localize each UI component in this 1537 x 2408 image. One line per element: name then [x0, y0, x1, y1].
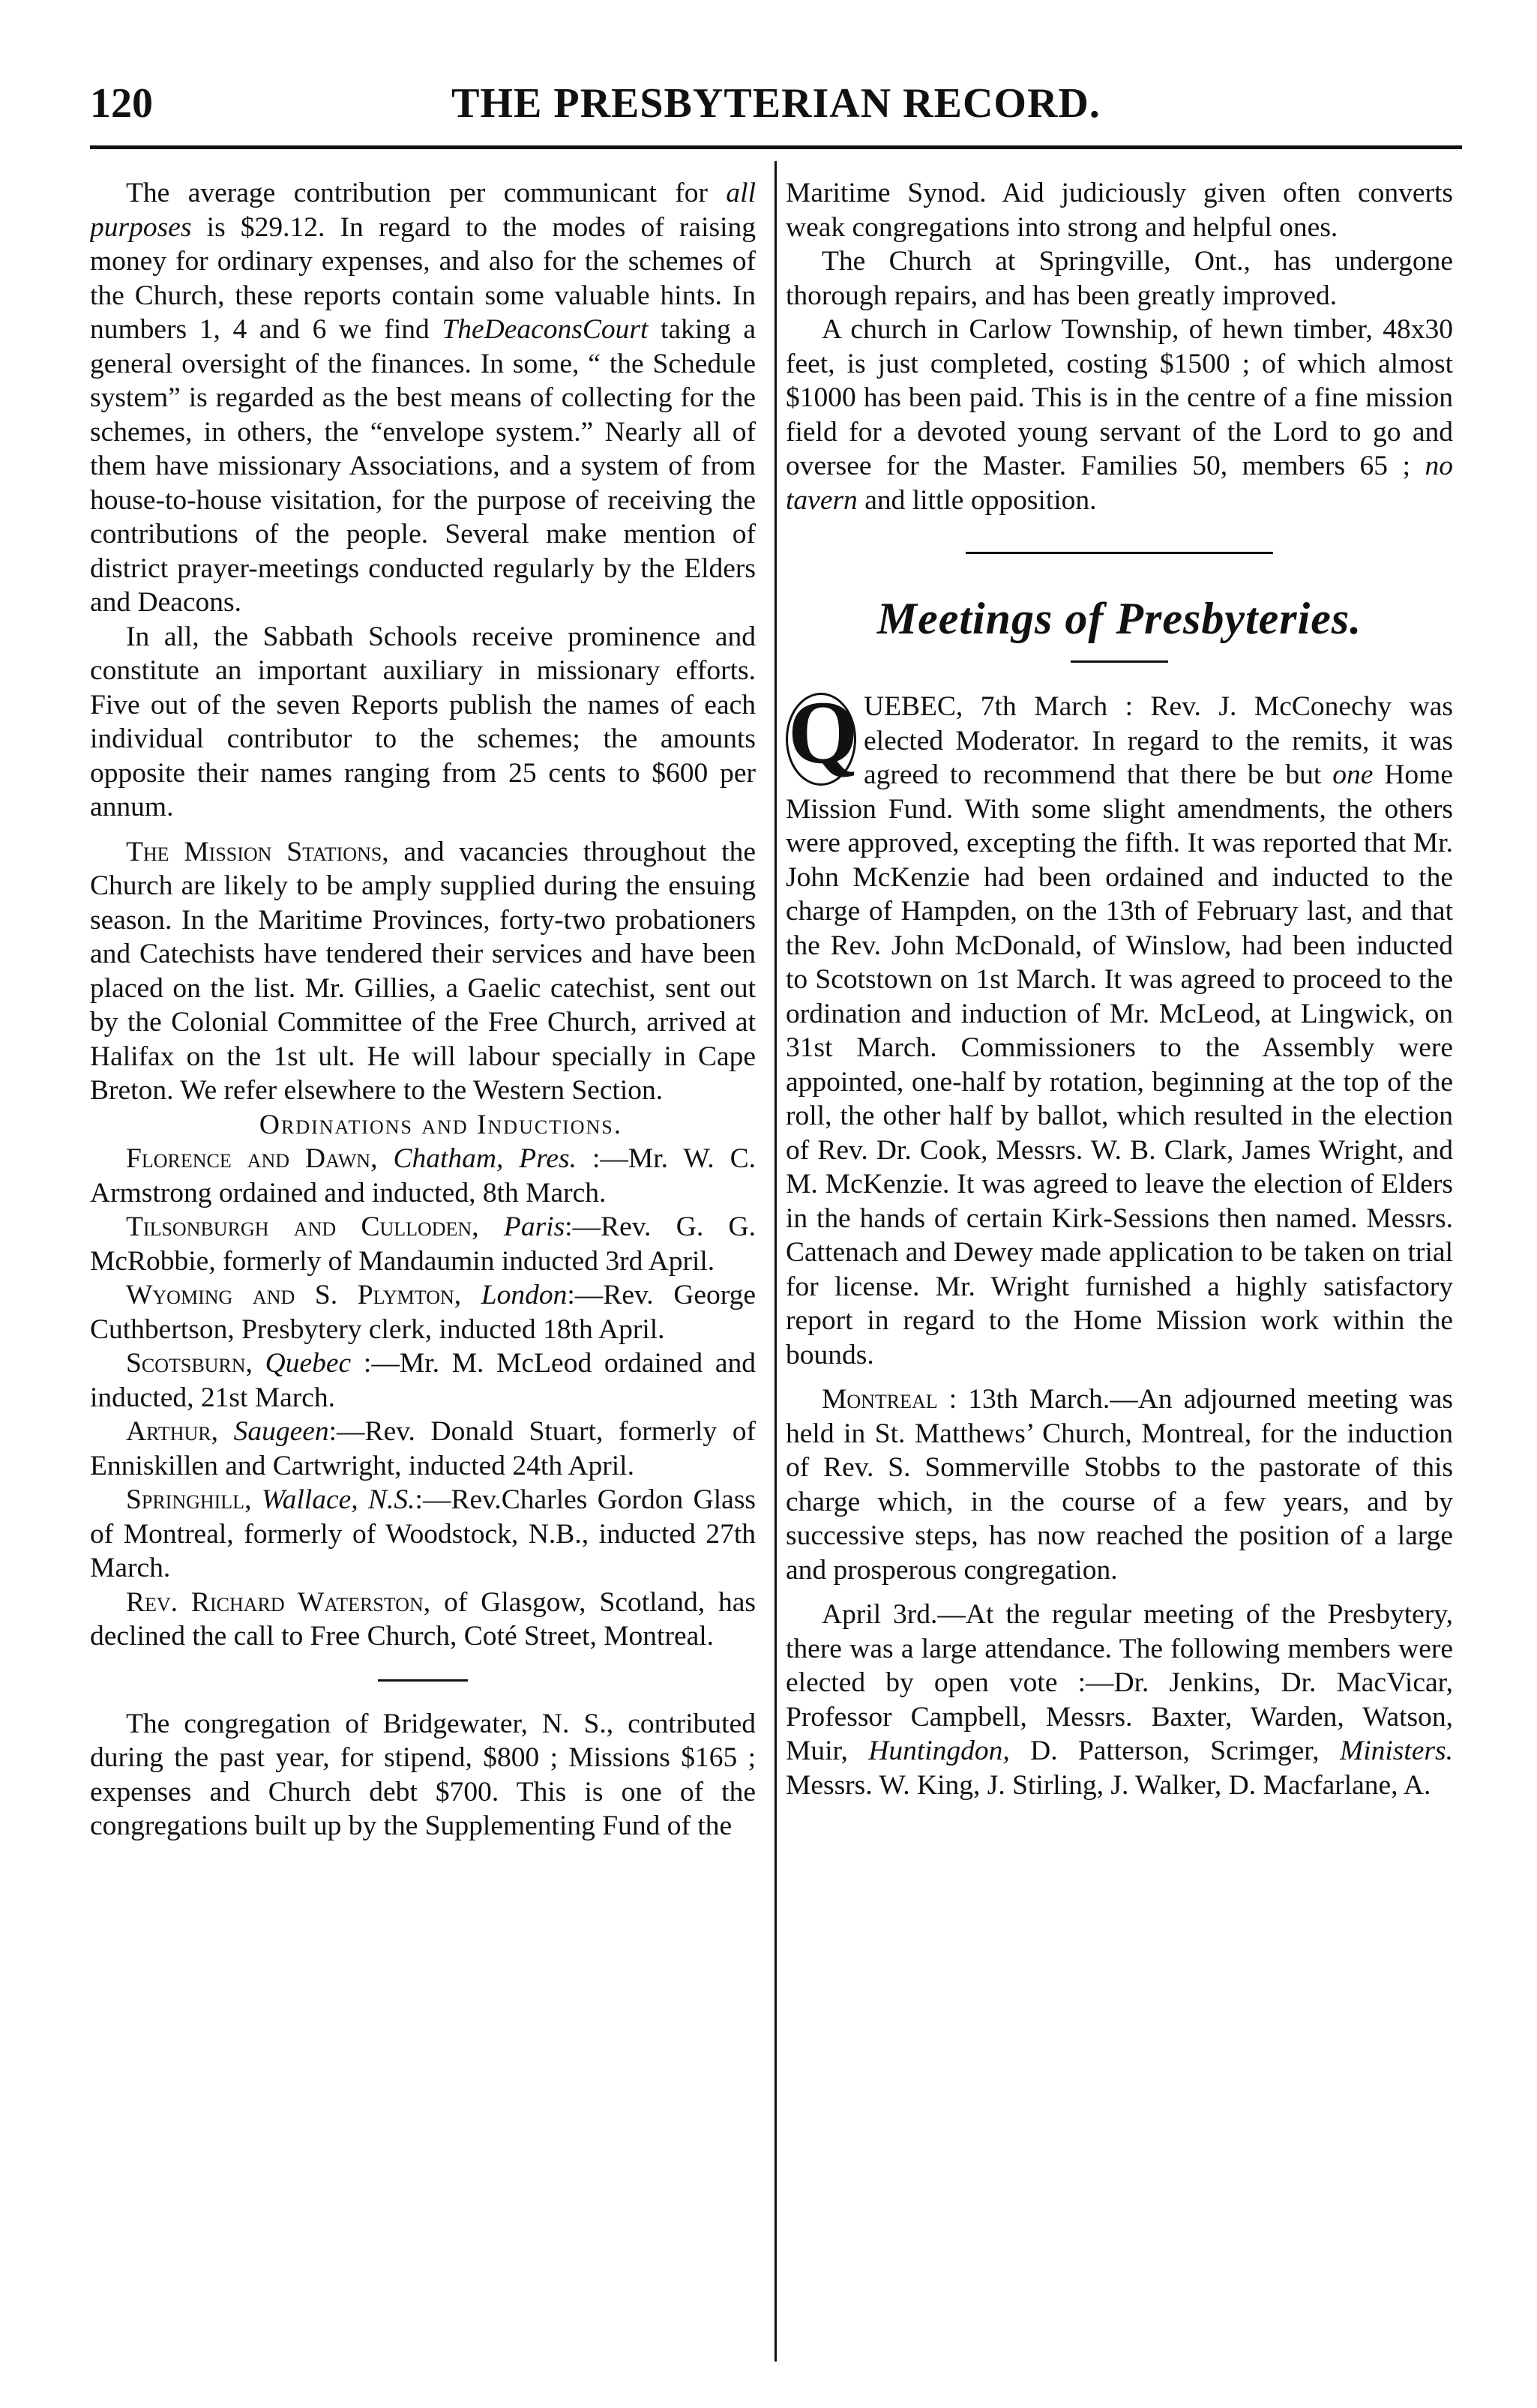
divider-rule: [966, 552, 1273, 554]
paragraph-contributions: The average contribution per communicant for all purposes is $29.12. In regard to the modes of raising money for ordinary expenses, and also for the schemes of the Church, these reports contain some valuable hints. In numbers 1, 4 and 6 we find TheDeaconsCourt taking a general oversight of the finances. In some, “ the Schedule system” is regarded as the best means of collecting for the schemes, in others, the “envelope system.” Nearly all of them have missionary Associations, and a system of from house-to-house visitation, for the purpose of receiving the contributions of the people. Several make mention of district prayer-meetings conducted regularly by the Elders and Deacons.: [90, 178, 756, 618]
entry-waterston: Rev. Richard Waterston, of Glasgow, Scotland, has declined the call to Free Church, Coté Street, Montreal.: [90, 1586, 756, 1652]
dropcap-initial: Q: [786, 693, 856, 786]
paragraph-quebec: Q UEBEC, 7th March : Rev. J. McConechy was elected Moderator. In regard to the remits, it was agreed to recommend that there be but one Home Mission Fund. With some slight amendments, the others were approved, excepting the fifth. It was reported that Mr. John McKenzie had been ordained and inducted to the charge of Hampden, on the 13th of February last, and that the Rev. John McDonald, of Winslow, had been inducted to Scotstown on 1st March. It was agreed to proceed to the ordination and induction of Mr. McLeod, at Lingwick, on 31st March. Commissioners to the Assembly were appointed, one-half by rotation, beginning at the top of the roll, the other half by ballot, which resulted in the election of Rev. Dr. Cook, Messrs. W. B. Clark, James Wright, and M. McKenzie. It was agreed to leave the election of Elders in the hands of certain Kirk-Sessions then named. Messrs. Cattenach and Dewey made application to be taken on trial for license. Mr. Wright furnished a highly satisfactory report in regard to the Home Mission work within the bounds.: [786, 682, 1453, 1370]
header-rule: [90, 145, 1462, 149]
entry-florence-dawn: Florence and Dawn, Chatham, Pres. :—Mr. W. C. Armstrong ordained and inducted, 8th March.: [90, 1143, 756, 1208]
heading-rule: [1071, 660, 1168, 663]
paragraph-mission-stations: The Mission Stations, and vacancies throughout the Church are likely to be amply supplied during the ensuing season. In the Maritime Provinces, forty-two probationers and Catechists have tendered their services and have been placed on the list. Mr. Gillies, a Gaelic catechist, sent out by the Colonial Committee of the Free Church, arrived at Halifax on the 1st ult. He will labour specially in Cape Breton. We refer elsewhere to the Western Section.: [90, 836, 756, 1106]
running-header: [90, 75, 1462, 135]
right-column: [786, 176, 1453, 2365]
paragraph-carlow: A church in Carlow Township, of hewn timber, 48x30 feet, is just completed, costing $1500 ; of which almost $1000 has been paid. This is in the centre of a fine mission field for a devoted young servant of the Lord to go and oversee for the Master. Families 50, members 65 ; no tavern and little opposition.: [786, 314, 1453, 516]
entry-scotsburn: Scotsburn, Quebec :—Mr. M. McLeod ordained and inducted, 21st March.: [90, 1348, 756, 1413]
column-divider: [774, 161, 777, 2362]
journal-title: THE PRESBYTERIAN RECORD.: [451, 80, 1101, 127]
section-heading-presbyteries: Meetings of Presbyteries.: [876, 594, 1362, 643]
divider-rule: [378, 1679, 468, 1682]
entry-springhill: Springhill, Wallace, N.S.:—Rev.Charles Gordon Glass of Montreal, formerly of Woodstock, N.B., inducted 27th March.: [90, 1484, 756, 1583]
paragraph-maritime-synod: Maritime Synod. Aid judiciously given often converts weak congregations into strong and helpful ones.: [786, 178, 1453, 243]
paragraph-april-meeting: April 3rd.—At the regular meeting of the Presbytery, there was a large attendance. The following members were elected by open vote :—Dr. Jenkins, Dr. MacVicar, Professor Campbell, Messrs. Baxter, Warden, Watson, Muir, Huntingdon, D. Patterson, Scrimger, Ministers. Messrs. W. King, J. Stirling, J. Walker, D. Macfarlane, A.: [786, 1599, 1453, 1801]
left-column: [90, 176, 756, 2365]
entry-arthur: Arthur, Saugeen:—Rev. Donald Stuart, formerly of Enniskillen and Cartwright, inducted 24th April.: [90, 1416, 756, 1481]
paragraph-montreal: Montreal : 13th March.—An adjourned meeting was held in St. Matthews’ Church, Montreal, for the induction of Rev. S. Sommerville Stobbs to the pastorate of this charge which, in the course of a few years, and by successive steps, has now reached the position of a large and prosperous congregation.: [786, 1384, 1453, 1586]
paragraph-springville: The Church at Springville, Ont., has undergone thorough repairs, and has been greatly improved.: [786, 246, 1453, 311]
section-title-ordinations: Ordinations and Inductions.: [259, 1109, 623, 1140]
page-number: 120: [90, 80, 153, 127]
paragraph-sabbath-schools: In all, the Sabbath Schools receive prominence and constitute an important auxiliary in missionary efforts. Five out of the seven Reports publish the names of each individual contributor to the schemes; the amounts opposite their names ranging from 25 cents to $600 per annum.: [90, 621, 756, 822]
entry-tilsonburgh: Tilsonburgh and Culloden, Paris:—Rev. G. G. McRobbie, formerly of Mandaumin inducted 3rd April.: [90, 1211, 756, 1277]
entry-wyoming: Wyoming and S. Plymton, London:—Rev. George Cuthbertson, Presbytery clerk, inducted 18th April.: [90, 1280, 756, 1345]
paragraph-bridgewater: The congregation of Bridgewater, N. S., contributed during the past year, for stipend, $800 ; Missions $165 ; expenses and Church debt $700. This is one of the congregations built up by the Supplementing Fund of the: [90, 1708, 756, 1841]
